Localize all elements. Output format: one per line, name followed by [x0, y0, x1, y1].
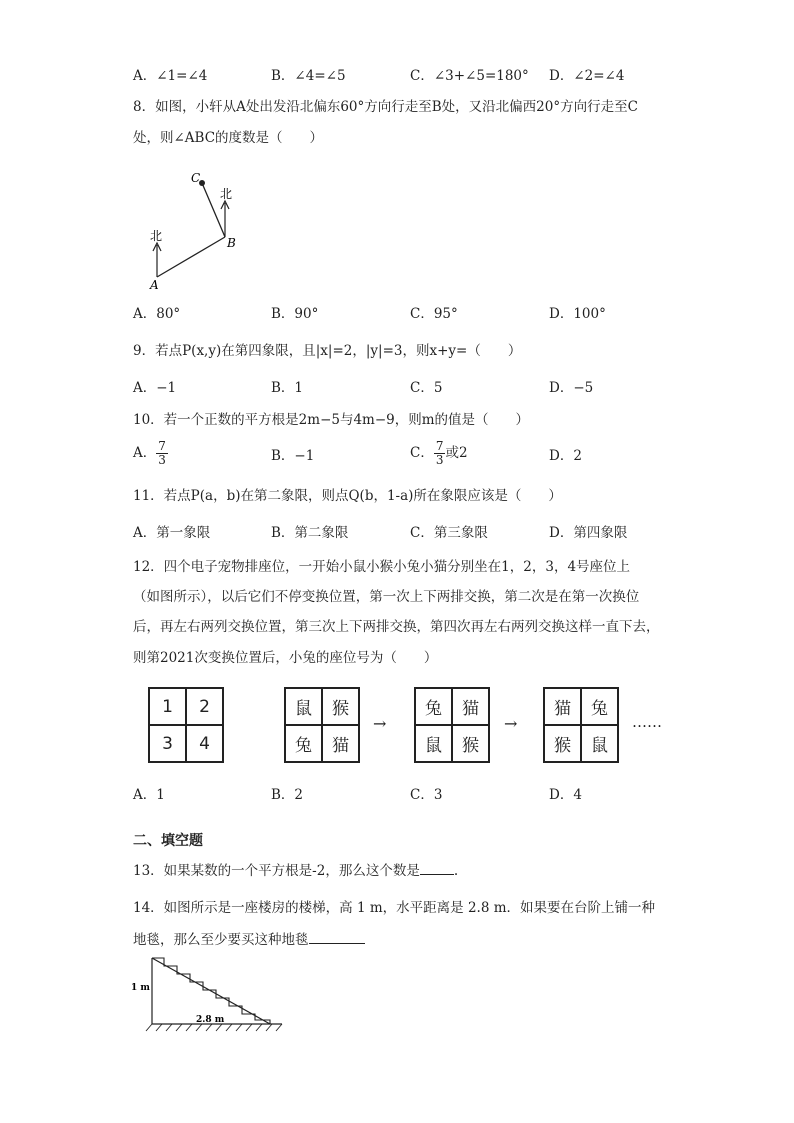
grid-cell: 鼠: [415, 725, 452, 762]
fraction-denominator: 3: [158, 453, 166, 467]
q10-option-c-fraction: [434, 440, 446, 467]
q8-option-c: C．95°: [410, 306, 458, 322]
grid-cell: 兔: [415, 688, 452, 725]
q14-text: 地毯，那么至少要买这种地毯: [133, 932, 309, 948]
grid-cell: 兔: [285, 725, 322, 762]
q10-option-d: D．2: [549, 448, 582, 464]
q10-option-c: [410, 440, 468, 467]
point-a-label: A: [150, 278, 159, 292]
q13-question: [133, 861, 458, 881]
grid-cell: 猫: [452, 688, 489, 725]
q9-option-b: B．1: [271, 380, 304, 396]
q8-direction-figure: [140, 165, 250, 295]
point-c-label: C: [191, 171, 201, 185]
q12-option-d: D．4: [549, 787, 582, 803]
q8-option-d: D．100°: [549, 306, 606, 322]
grid-cell: 猫: [322, 725, 359, 762]
arrow-right-icon: →: [504, 714, 518, 733]
q13-text: 13．如果某数的一个平方根是-2，那么这个数是: [133, 863, 420, 879]
q10-option-c-suffix: 或2: [445, 445, 468, 461]
q8-option-a: A．80°: [133, 306, 181, 322]
q12-option-c: C．3: [410, 787, 443, 803]
q11-option-c: C．第三象限: [410, 525, 488, 541]
grid-cell: 鼠: [581, 725, 618, 762]
q10-option-c-prefix: C．: [410, 445, 434, 461]
seat-grid-animals-start: [284, 687, 360, 763]
ellipsis: ……: [632, 713, 662, 731]
q14-staircase-figure: [130, 952, 290, 1034]
q11-option-d: D．第四象限: [549, 525, 628, 541]
q13-answer-blank[interactable]: [420, 874, 454, 875]
grid-cell: 4: [186, 725, 223, 762]
q9-option-c: C．5: [410, 380, 443, 396]
q11-option-b: B．第二象限: [271, 525, 349, 541]
grid-cell: 2: [186, 688, 223, 725]
fraction-numerator: 7: [435, 439, 444, 453]
grid-cell: 猴: [452, 725, 489, 762]
grid-cell: 鼠: [285, 688, 322, 725]
q12-option-b: B．2: [271, 787, 304, 803]
q12-question-line1: 12．四个电子宠物排座位，一开始小鼠小猴小兔小猫分别坐在1，2，3，4号座位上: [133, 559, 631, 575]
seat-grid-step2: [543, 687, 619, 763]
grid-cell: 猴: [544, 725, 581, 762]
north-label-b: 北: [220, 187, 233, 201]
q8-question-line2: 处，则∠ABC的度数是（ ）: [133, 130, 324, 146]
q8-option-b: B．90°: [271, 306, 319, 322]
seat-grid-step1: [414, 687, 490, 763]
arrow-right-icon: →: [373, 714, 387, 733]
q12-question-line4: 则第2021次变换位置后，小兔的座位号为（ ）: [133, 650, 438, 666]
north-label-a: 北: [150, 229, 163, 243]
q10-option-a-fraction: [156, 440, 168, 467]
q14-question-line1: 14．如图所示是一座楼房的楼梯，高 1 m，水平距离是 2.8 m．如果要在台阶上铺一种: [133, 900, 656, 916]
grid-cell: 3: [149, 725, 186, 762]
grid-cell: 兔: [581, 688, 618, 725]
point-b-label: B: [227, 236, 236, 250]
q9-question: 9．若点P(x,y)在第四象限，且|x|=2，|y|=3，则x+y=（ ）: [133, 343, 522, 359]
q9-option-a: A．−1: [133, 380, 177, 396]
fraction-numerator: 7: [158, 439, 166, 453]
q10-option-a-prefix: A．: [133, 445, 157, 461]
q13-end: .: [453, 863, 459, 879]
q12-question-line3: 后，再左右两列交换位置，第三次上下两排交换，第四次再左右两列交换这样一直下去，: [133, 619, 660, 635]
q7-option-b: B．∠4=∠5: [271, 68, 346, 84]
q10-question: 10．若一个正数的平方根是2m−5与4m−9，则m的值是（ ）: [133, 412, 530, 428]
q7-option-a: A．∠1=∠4: [133, 68, 208, 84]
grid-cell: 1: [149, 688, 186, 725]
grid-cell: 猴: [322, 688, 359, 725]
q8-question-line1: 8．如图，小轩从A处出发沿北偏东60°方向行走至B处，又沿北偏西20°方向行走至C: [133, 99, 638, 115]
q10-option-a: [133, 440, 168, 467]
q11-option-a: A．第一象限: [133, 525, 211, 541]
q7-option-c: C．∠3+∠5=180°: [410, 68, 529, 84]
grid-cell: 猫: [544, 688, 581, 725]
height-label: 1 m: [131, 983, 150, 993]
q9-option-d: D．−5: [549, 380, 594, 396]
q14-answer-blank[interactable]: [309, 943, 365, 944]
q12-question-line2: （如图所示），以后它们不停变换位置，第一次上下两排交换，第二次是在第一次换位: [133, 589, 640, 605]
q10-option-b: B．−1: [271, 448, 315, 464]
q12-option-a: A．1: [133, 787, 165, 803]
q11-question: 11．若点P(a，b)在第二象限，则点Q(b，1-a)所在象限应该是（ ）: [133, 488, 562, 504]
seat-grid-initial: [148, 687, 224, 763]
q7-option-d: D．∠2=∠4: [549, 68, 625, 84]
q14-question-line2: [133, 930, 365, 950]
section-title-fill-in: 二、填空题: [133, 833, 203, 849]
width-label: 2.8 m: [196, 1015, 225, 1025]
fraction-denominator: 3: [435, 453, 444, 467]
